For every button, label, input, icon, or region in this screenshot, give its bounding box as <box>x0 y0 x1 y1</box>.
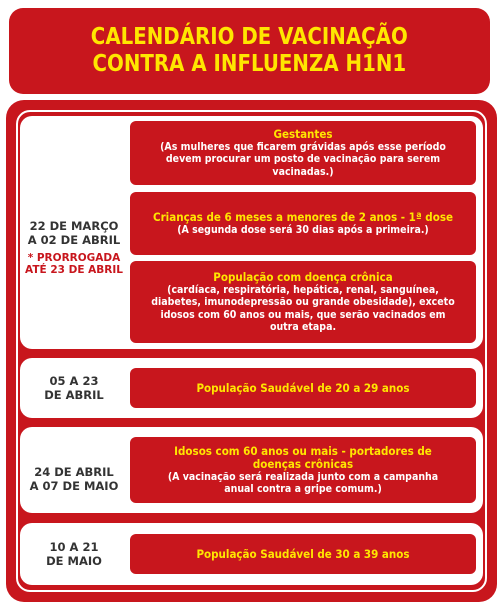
period-date-line-1: 22 DE MARÇO <box>29 219 119 233</box>
group-box-pregnant <box>130 121 476 185</box>
group-detail-line: idosos com 60 anos ou mais, que serão vacinados em <box>160 308 446 321</box>
group-detail-line: anual contra a gripe comum.) <box>224 483 382 495</box>
period-date <box>20 374 128 402</box>
period-date-line-2: DE MAIO <box>46 554 102 568</box>
group-detail-line: vacinadas.) <box>272 165 334 178</box>
period-date <box>20 540 128 568</box>
group-detail-line: (As mulheres que ficarem grávidas após esse período <box>160 140 446 153</box>
title-line-2: CONTRA A INFLUENZA H1N1 <box>92 51 407 77</box>
group-heading-line-2: doenças crônicas <box>252 456 354 471</box>
extension-note-line-2: ATÉ 23 DE ABRIL <box>25 264 123 276</box>
group-heading: População Saudável de 20 a 29 anos <box>196 380 410 395</box>
period-row-2 <box>20 358 483 418</box>
group-box-elderly <box>130 437 476 503</box>
period-row-3 <box>20 427 483 513</box>
group-box-healthy-30-39 <box>130 534 476 574</box>
period-date-line-1: 10 A 21 <box>49 540 99 554</box>
period-date-line-2: A 02 DE ABRIL <box>27 233 121 247</box>
group-box-healthy-20-29 <box>130 368 476 408</box>
group-heading: População com doença crônica <box>213 269 393 284</box>
group-detail-line: (A segunda dose será 30 dias após a primeira.) <box>177 223 429 236</box>
period-date-line-2: DE ABRIL <box>44 388 104 402</box>
extension-note-line-1: * PRORROGADA <box>27 252 121 264</box>
page-title <box>9 8 490 94</box>
group-box-children <box>130 192 476 255</box>
group-detail-line: (cardíaca, respiratória, hepática, renal, sanguínea, <box>167 283 439 296</box>
group-heading: Crianças de 6 meses a menores de 2 anos - 1ª dose <box>152 209 454 224</box>
period-date-line-1: 24 DE ABRIL <box>34 465 114 479</box>
group-detail-line: (A vacinação será realizada junto com a campanha <box>167 470 439 483</box>
period-date <box>20 219 128 276</box>
group-box-chronic-disease <box>130 261 476 343</box>
group-heading-line-1: Idosos com 60 anos ou mais - portadores de <box>174 443 432 458</box>
period-row-4 <box>20 523 483 585</box>
period-date <box>20 465 128 493</box>
group-detail-line: diabetes, imunodepressão ou grande obesidade), exceto <box>151 296 455 308</box>
group-detail-line: outra etapa. <box>269 321 337 333</box>
period-date-line-2: A 07 DE MAIO <box>29 479 119 493</box>
group-heading: Gestantes <box>273 126 333 141</box>
period-date-line-1: 05 A 23 <box>49 374 99 388</box>
period-row-1 <box>20 116 483 349</box>
group-heading: População Saudável de 30 a 39 anos <box>196 546 410 561</box>
title-line-1: CALENDÁRIO DE VACINAÇÃO <box>91 24 408 50</box>
group-detail-line: devem procurar um posto de vacinação para serem <box>165 153 441 166</box>
